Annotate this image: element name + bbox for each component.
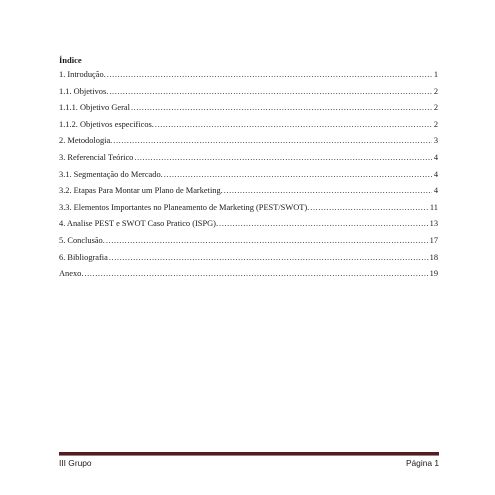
toc-entry-page: 2	[433, 86, 438, 96]
toc-entry-label: 1.1. Objetivos.	[59, 86, 109, 96]
toc-entry-page: 17	[429, 235, 438, 245]
toc-entry-label: 1. Introdução.	[59, 70, 106, 79]
toc-entry-label: 3.2. Etapas Para Montar um Plano de Marketing.	[59, 186, 223, 196]
dot-leader	[131, 103, 432, 113]
toc-entry-metodologia[interactable]	[59, 136, 438, 153]
toc-entry-page: 1	[433, 70, 438, 79]
dot-leader	[84, 269, 428, 279]
toc-entry-label: 1.1.1. Objetivo Geral	[59, 103, 130, 113]
footer-group-label: III Grupo	[59, 458, 92, 468]
toc-entry-introducao[interactable]	[59, 70, 438, 87]
toc-entry-label: 2. Metodologia.	[59, 136, 113, 146]
toc-entry-label: 1.1.2. Objetivos especificos.	[59, 119, 154, 129]
toc-entry-elementos-planeamento[interactable]	[59, 203, 438, 220]
toc-title: Índice	[59, 55, 82, 65]
toc-entry-page: 19	[429, 269, 438, 279]
toc-entry-objetivos-especificos[interactable]	[59, 120, 438, 137]
toc-entry-page: 4	[433, 152, 438, 162]
dot-leader	[109, 87, 432, 97]
toc-entry-page: 2	[433, 103, 438, 113]
toc-entry-label: Anexo.	[59, 269, 84, 279]
toc-entry-page: 2	[433, 119, 438, 129]
toc-entry-objetivos[interactable]	[59, 87, 438, 104]
dot-leader	[224, 186, 432, 196]
toc-entry-label: 3.1. Segmentação do Mercado.	[59, 169, 163, 179]
toc-entry-etapas-plano-marketing[interactable]	[59, 186, 438, 203]
dot-leader	[113, 136, 432, 146]
toc-entry-page: 4	[433, 186, 438, 196]
toc-entry-page: 3	[433, 136, 438, 146]
toc-entry-label: 4. Analise PEST e SWOT Caso Pratico (ISPG).	[59, 219, 219, 229]
table-of-contents	[59, 70, 438, 286]
dot-leader	[106, 236, 429, 246]
dot-leader	[219, 219, 429, 229]
toc-entry-label: 5. Conclusão.	[59, 235, 105, 245]
footer-divider	[59, 452, 439, 456]
toc-entry-label: 3. Referencial Teórico	[59, 152, 134, 162]
toc-entry-page: 4	[433, 169, 438, 179]
dot-leader	[155, 120, 432, 130]
toc-entry-conclusao[interactable]	[59, 236, 438, 253]
dot-leader	[164, 170, 432, 180]
footer-page-number: Página 1	[405, 458, 439, 468]
dot-leader	[107, 70, 432, 80]
dot-leader	[134, 153, 432, 163]
dot-leader	[109, 253, 429, 263]
toc-entry-anexo[interactable]	[59, 269, 438, 286]
toc-entry-label: 6. Bibliografia	[59, 252, 108, 262]
toc-entry-page: 18	[429, 252, 438, 262]
toc-entry-page: 11	[429, 202, 438, 212]
toc-entry-label: 3.3. Elementos Importantes no Planeamento de Marketing (PEST/SWOT).	[59, 202, 310, 212]
toc-entry-segmentacao-mercado[interactable]	[59, 170, 438, 187]
toc-entry-objetivo-geral[interactable]	[59, 103, 438, 120]
toc-entry-referencial-teorico[interactable]	[59, 153, 438, 170]
toc-entry-page: 13	[429, 219, 438, 229]
dot-leader	[310, 203, 429, 213]
toc-entry-analise-pest-swot[interactable]	[59, 219, 438, 236]
toc-entry-bibliografia[interactable]	[59, 253, 438, 270]
